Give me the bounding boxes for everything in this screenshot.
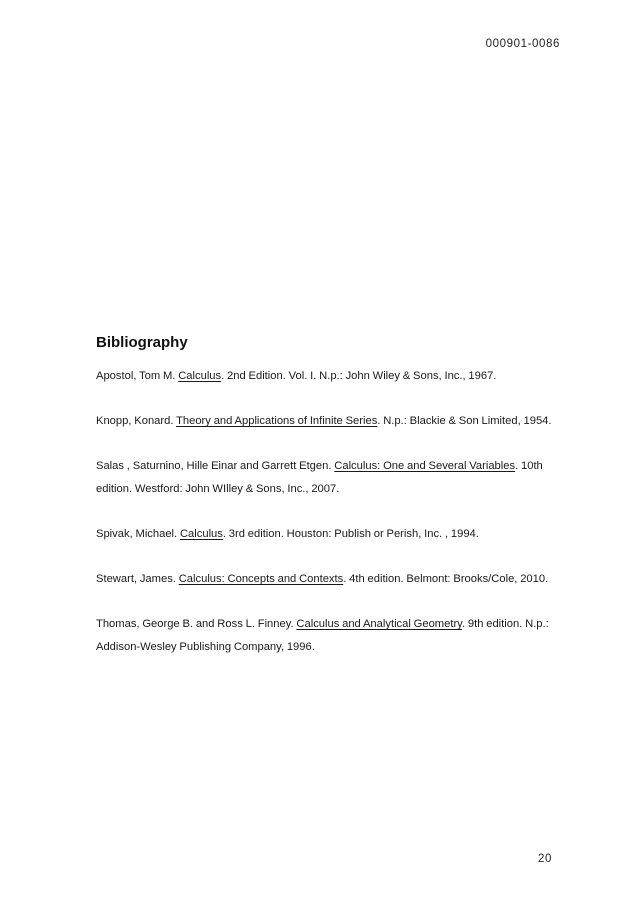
entry-title: Calculus: [178, 370, 222, 382]
entry-author: Thomas, George B. and Ross L. Finney.: [96, 618, 297, 630]
entry-author: Apostol, Tom M.: [96, 370, 179, 382]
entry-title: Calculus and Analytical Geometry: [296, 618, 462, 630]
entry-publication: . 9th edition. N.p.: Addison-Wesley Publishing Company, 1996.: [96, 618, 549, 653]
entry-author: Stewart, James.: [96, 573, 179, 585]
document-id: 000901-0086: [485, 38, 560, 50]
bibliography-entry: [96, 455, 566, 501]
bibliography-entry: [96, 523, 566, 546]
bibliography-entry: [96, 365, 566, 388]
entry-publication: . N.p.: Blackie & Son Limited, 1954.: [377, 415, 552, 427]
entry-author: Knopp, Konard.: [96, 415, 177, 427]
entry-author: Salas , Saturnino, Hille Einar and Garrett Etgen.: [96, 460, 335, 472]
bibliography-entry: [96, 613, 566, 659]
entry-publication: . 4th edition. Belmont: Brooks/Cole, 2010.: [343, 573, 549, 585]
entry-title: Calculus: One and Several Variables: [334, 460, 516, 472]
entry-author: Spivak, Michael.: [96, 528, 180, 540]
bibliography-heading: Bibliography: [96, 334, 188, 351]
entry-title: Calculus: [179, 528, 223, 540]
bibliography-entry: [96, 568, 566, 591]
entry-title: Calculus: Concepts and Contexts: [178, 573, 344, 585]
page-number: 20: [538, 853, 552, 865]
entry-publication: . 3rd edition. Houston: Publish or Perish, Inc. , 1994.: [222, 528, 479, 540]
entry-publication: . 10th edition. Westford: John WIlley & Sons, Inc., 2007.: [96, 460, 543, 495]
bibliography-entry: [96, 410, 566, 433]
entry-title: Theory and Applications of Infinite Series: [176, 415, 378, 427]
bibliography-section: [96, 334, 566, 681]
entry-publication: . 2nd Edition. Vol. I. N.p.: John Wiley & Sons, Inc., 1967.: [221, 370, 497, 382]
